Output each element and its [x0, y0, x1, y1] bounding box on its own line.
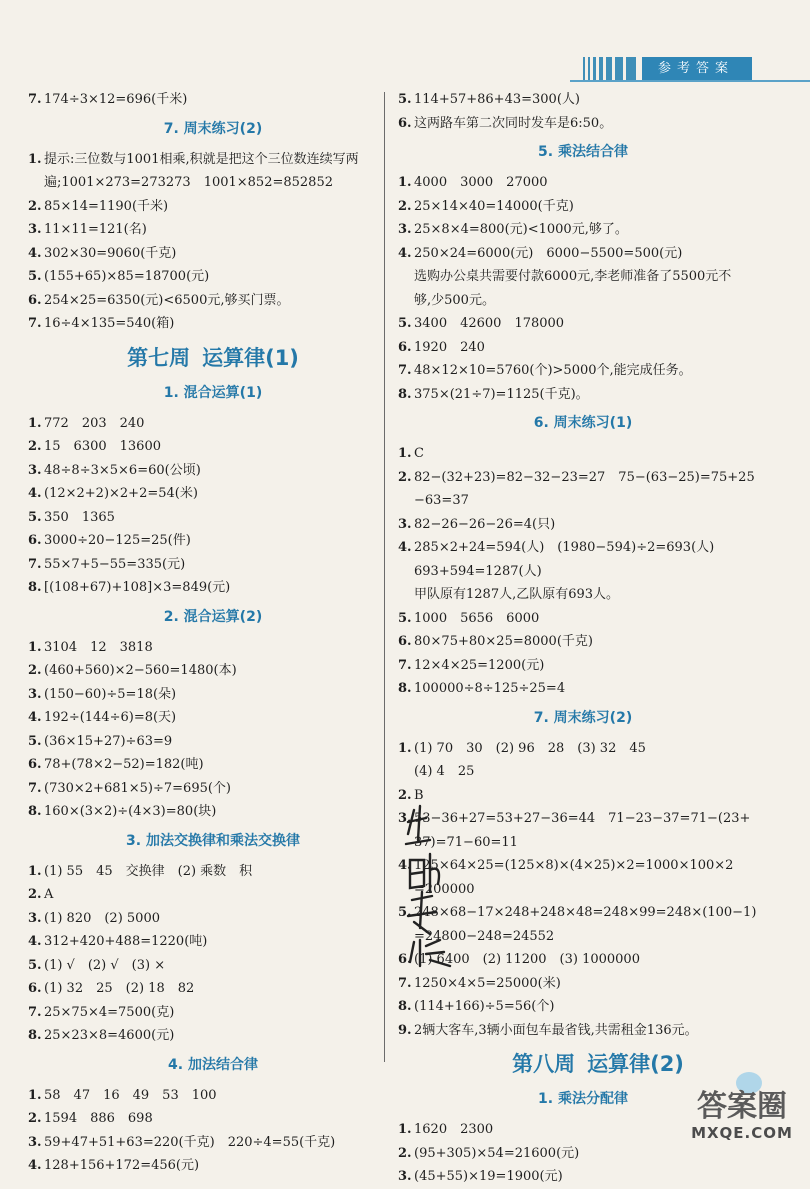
answer-text: 312+420+488=1220(吨): [44, 934, 208, 949]
answer-text: 160×(3×2)÷(4×3)=80(块): [44, 804, 217, 819]
answer-item: [28, 659, 398, 683]
answer-number: 3.: [398, 222, 412, 237]
answer-number: 1.: [398, 446, 412, 461]
answer-item: [28, 800, 398, 824]
answer-item: [28, 860, 398, 884]
answer-item: [28, 553, 398, 577]
answer-text: 25×14×40=14000(千克): [414, 198, 574, 214]
answer-text: (1) 820 (2) 5000: [44, 910, 160, 926]
answer-item: [398, 1165, 768, 1189]
answer-number: 2.: [398, 787, 412, 803]
answer-text: 350 1365: [44, 509, 115, 525]
answer-text: 248×68−17×248+248×48=248×99=248×(100−1): [414, 905, 757, 920]
answer-number: 6.: [28, 533, 42, 548]
answer-text: 提示:三位数与1001相乘,积就是把这个三位数连续写两: [44, 151, 359, 167]
answer-text: (730×2+681×5)÷7=695(个): [44, 780, 232, 796]
section-heading: 1. 乘法分配律: [538, 1091, 628, 1107]
answer-text: 125×64×25=(125×8)×(4×25)×2=1000×100×2: [414, 858, 734, 873]
answer-item: [28, 1107, 398, 1131]
answer-item: [398, 607, 768, 631]
answer-number: 2.: [28, 198, 42, 214]
answer-number: 6.: [398, 339, 412, 355]
answer-number: 6.: [398, 952, 412, 967]
answer-text: 1920 240: [414, 339, 485, 355]
answer-item: [398, 466, 768, 490]
answer-item: [28, 435, 398, 459]
week-heading: [398, 1046, 768, 1082]
answer-item: [398, 630, 768, 654]
answer-item: [398, 171, 768, 195]
answer-text: 11×11=121(名): [44, 222, 147, 237]
answer-text: (45+55)×19=1900(元): [414, 1169, 563, 1184]
answer-item: [28, 730, 398, 754]
answer-text: 772 203 240: [44, 415, 145, 431]
answer-item: [28, 1024, 398, 1048]
answer-number: 4.: [28, 710, 42, 725]
answer-text: 25×23×8=4600(元): [44, 1028, 175, 1043]
answer-number: 8.: [398, 681, 412, 696]
answer-item: [398, 312, 768, 336]
right-column: [398, 88, 768, 1189]
answer-text: 114+57+86+43=300(人): [414, 92, 580, 107]
answer-item: [28, 907, 398, 931]
answer-number: 2.: [28, 663, 42, 678]
answer-item: [398, 677, 768, 701]
answer-text: 82−(32+23)=82−32−23=27 75−(63−25)=75+25: [414, 469, 755, 485]
section-heading: 1. 混合运算(1): [163, 384, 263, 401]
answer-number: 3.: [28, 686, 42, 702]
answer-number: 5.: [28, 509, 42, 525]
answer-number: 4.: [28, 934, 42, 949]
watermark-url: MXQE.COM: [691, 1124, 793, 1142]
answer-item: [398, 737, 768, 761]
answer-number: 8.: [28, 804, 42, 819]
answer-item: [28, 636, 398, 660]
answer-item: [28, 883, 398, 907]
answer-item: [398, 1142, 768, 1166]
left-column: [28, 88, 398, 1178]
answer-item: [28, 1131, 398, 1155]
badge-stripes: [583, 57, 642, 81]
answer-item: [28, 506, 398, 530]
answer-item: [28, 148, 398, 172]
answer-item: [28, 242, 398, 266]
answer-continuation: 693+594=1287(人): [414, 563, 542, 579]
header-rule: [570, 80, 810, 82]
answer-number: 4.: [28, 245, 42, 261]
answer-item: [28, 195, 398, 219]
answer-number: 5.: [398, 905, 412, 920]
answer-number: 6.: [28, 981, 42, 996]
answer-item: [398, 513, 768, 537]
answer-number: 3.: [28, 1134, 42, 1150]
answer-number: 7.: [398, 657, 412, 673]
answer-item: [28, 1084, 398, 1108]
answer-number: 1.: [398, 175, 412, 190]
answer-number: 5.: [398, 316, 412, 331]
answer-item: [398, 442, 768, 466]
answer-text: 78+(78×2−52)=182(吨): [44, 757, 204, 772]
answer-number: 1.: [398, 740, 412, 756]
answer-item: [28, 777, 398, 801]
answer-text: (460+560)×2−560=1480(本): [44, 663, 237, 678]
answer-item: [28, 459, 398, 483]
answer-text: (155+65)×85=18700(元): [44, 269, 210, 284]
answer-item: [398, 995, 768, 1019]
section-heading: 6. 周末练习(1): [533, 415, 633, 431]
answer-text: (95+305)×54=21600(元): [414, 1145, 580, 1161]
answer-number: 5.: [28, 957, 42, 973]
answer-item: [398, 112, 768, 136]
answer-text: 3400 42600 178000: [414, 316, 565, 331]
handwritten-scribble: [400, 800, 470, 970]
answer-item: [398, 242, 768, 266]
answer-item: [28, 412, 398, 436]
answer-text: 59+47+51+63=220(千克) 220÷4=55(千克): [44, 1134, 336, 1150]
answer-number: 8.: [28, 580, 42, 595]
section-heading: 4. 加法结合律: [168, 1056, 258, 1073]
answer-text: 100000÷8÷125÷25=4: [414, 681, 566, 696]
answer-text: (1) 6400 (2) 11200 (3) 1000000: [414, 952, 640, 967]
answer-text: 3104 12 3818: [44, 639, 153, 655]
answer-continuation: 遍;1001×273=273273 1001×852=852852: [44, 175, 333, 190]
answer-text: 2辆大客车,3辆小面包车最省钱,共需租金136元。: [414, 1022, 698, 1038]
answer-number: 5.: [28, 269, 42, 284]
answer-number: 8.: [398, 386, 412, 402]
answer-text: 12×4×25=1200(元): [414, 657, 545, 673]
answer-number: 9.: [398, 1022, 412, 1038]
answer-number: 2.: [28, 1111, 42, 1126]
answer-continuation: (4) 4 25: [414, 764, 475, 779]
answer-item: [28, 706, 398, 730]
week-number: 第七周: [127, 345, 191, 370]
answer-text: (1) √ (2) √ (3) ×: [44, 957, 166, 973]
answer-text: 48×12×10=5760(个)>5000个,能完成任务。: [414, 363, 692, 378]
answer-text: [(108+67)+108]×3=849(元): [44, 580, 231, 595]
answer-number: 1.: [398, 1122, 412, 1137]
section-heading: 7. 周末练习(2): [533, 709, 633, 726]
answer-item: [28, 1154, 398, 1178]
answer-text: 375×(21÷7)=1125(千克)。: [414, 386, 589, 402]
answer-item: [398, 218, 768, 242]
answer-number: 6.: [398, 634, 412, 649]
answer-continuation: =200000: [414, 881, 475, 897]
answer-item: [28, 88, 398, 112]
answer-text: 1000 5656 6000: [414, 610, 540, 626]
answer-text: 25×8×4=800(元)<1000元,够了。: [414, 222, 628, 237]
answer-number: 8.: [28, 1028, 42, 1043]
answer-text: 55×7+5−55=335(元): [44, 556, 186, 572]
answer-item: [28, 312, 398, 336]
answer-item: [28, 576, 398, 600]
answer-number: 3.: [28, 462, 42, 478]
answer-number: 4.: [398, 858, 412, 873]
answer-number: 6.: [28, 757, 42, 772]
answer-number: 7.: [28, 92, 42, 107]
answer-item: [398, 359, 768, 383]
answer-item: [398, 336, 768, 360]
answer-item: [398, 383, 768, 407]
answer-text: 192÷(144÷6)=8(天): [44, 710, 177, 725]
section-heading: 3. 加法交换律和乘法交换律: [126, 832, 300, 849]
answer-item: [398, 1019, 768, 1043]
answer-text: 15 6300 13600: [44, 439, 161, 454]
answer-text: 53−36+27=53+27−36=44 71−23−37=71−(23+: [414, 811, 751, 826]
answer-number: 2.: [28, 439, 42, 454]
watermark: [682, 1090, 802, 1142]
answer-number: 3.: [398, 811, 412, 826]
answer-text: 250×24=6000(元) 6000−5500=500(元): [414, 245, 683, 261]
answer-number: 5.: [398, 92, 412, 107]
answer-item: [398, 536, 768, 560]
answer-text: 3000÷20−125=25(件): [44, 533, 191, 548]
answer-text: C: [414, 446, 424, 461]
answer-text: 254×25=6350(元)<6500元,够买门票。: [44, 292, 290, 308]
answer-item: [28, 930, 398, 954]
answer-number: 7.: [398, 363, 412, 378]
answer-text: (114+166)÷5=56(个): [414, 999, 555, 1014]
answer-number: 1.: [28, 639, 42, 655]
answer-number: 1.: [28, 415, 42, 431]
answer-text: 285×2+24=594(人) (1980−594)÷2=693(人): [414, 540, 715, 555]
week-topic: 运算律(1): [202, 345, 299, 370]
answer-number: 7.: [398, 975, 412, 991]
answer-number: 1.: [28, 863, 42, 879]
answer-text: 302×30=9060(千克): [44, 245, 177, 261]
answer-text: 82−26−26−26=4(只): [414, 516, 556, 532]
answer-text: A: [44, 887, 54, 902]
column-divider: [384, 92, 385, 1062]
answer-number: 5.: [28, 733, 42, 749]
answer-item: [28, 753, 398, 777]
answer-number: 6.: [398, 115, 412, 131]
answer-text: 174÷3×12=696(千米): [44, 92, 188, 107]
answer-item: [28, 482, 398, 506]
answer-number: 7.: [28, 556, 42, 572]
answer-text: 58 47 16 49 53 100: [44, 1087, 217, 1103]
answer-continuation: 选购办公桌共需要付款6000元,李老师准备了5500元不: [414, 269, 732, 284]
answer-text: 80×75+80×25=8000(千克): [414, 634, 593, 649]
answer-text: 25×75×4=7500(克): [44, 1004, 175, 1020]
answer-number: 4.: [398, 540, 412, 555]
answer-item: [28, 289, 398, 313]
answer-number: 3.: [398, 1169, 412, 1184]
answer-number: 3.: [398, 516, 412, 532]
answer-item: [28, 1001, 398, 1025]
answer-number: 7.: [28, 1004, 42, 1020]
answer-text: (150−60)÷5=18(朵): [44, 686, 177, 702]
answer-item: [398, 972, 768, 996]
answer-text: 4000 3000 27000: [414, 175, 548, 190]
answer-text: (36×15+27)÷63=9: [44, 733, 173, 749]
answer-key-badge: [583, 57, 752, 81]
answer-text: (1) 55 45 交换律 (2) 乘数 积: [44, 863, 253, 879]
answer-number: 2.: [398, 469, 412, 485]
answer-number: 2.: [398, 1145, 412, 1161]
answer-number: 4.: [398, 245, 412, 261]
answer-text: 16÷4×135=540(箱): [44, 316, 175, 331]
answer-number: 7.: [28, 316, 42, 331]
answer-continuation: =24800−248=24552: [414, 928, 555, 944]
answer-number: 8.: [398, 999, 412, 1014]
answer-continuation: 37)=71−60=11: [414, 834, 518, 850]
answer-item: [28, 265, 398, 289]
answer-item: [28, 529, 398, 553]
week-topic: 运算律(2): [587, 1052, 684, 1076]
answer-item: [398, 88, 768, 112]
answer-text: 1250×4×5=25000(米): [414, 975, 561, 991]
answer-text: 48÷8÷3×5×6=60(公顷): [44, 462, 201, 478]
answer-text: 85×14=1190(千米): [44, 198, 169, 214]
answer-text: (1) 32 25 (2) 18 82: [44, 981, 195, 996]
answer-item: [28, 977, 398, 1001]
answer-number: 4.: [28, 486, 42, 501]
answer-text: 1594 886 698: [44, 1111, 153, 1126]
answer-continuation: 甲队原有1287人,乙队原有693人。: [414, 587, 620, 602]
answer-number: 6.: [28, 292, 42, 308]
answer-number: 3.: [28, 222, 42, 237]
section-heading: 2. 混合运算(2): [163, 608, 263, 625]
watermark-logo: 答案圈: [697, 1089, 787, 1124]
answer-item: [28, 218, 398, 242]
answer-text: (1) 70 30 (2) 96 28 (3) 32 45: [414, 740, 646, 756]
answer-key-label: 参考答案: [642, 57, 752, 81]
answer-number: 7.: [28, 780, 42, 796]
answer-number: 2.: [28, 887, 42, 902]
answer-text: 128+156+172=456(元): [44, 1158, 200, 1173]
answer-text: 1620 2300: [414, 1122, 494, 1137]
answer-item: [28, 954, 398, 978]
answer-continuation: −63=37: [414, 493, 469, 508]
answer-text: (12×2+2)×2+2=54(米): [44, 486, 198, 501]
week-number: 第八周: [512, 1052, 576, 1076]
section-heading: 7. 周末练习(2): [163, 120, 263, 137]
answer-item: [28, 683, 398, 707]
answer-item: [398, 654, 768, 678]
answer-number: 2.: [398, 198, 412, 214]
answer-text: 这两路车第二次同时发车是6:50。: [414, 115, 613, 131]
answer-number: 3.: [28, 910, 42, 926]
answer-text: B: [414, 787, 424, 803]
answer-number: 4.: [28, 1158, 42, 1173]
section-heading: 5. 乘法结合律: [538, 144, 628, 160]
answer-continuation: 够,少500元。: [414, 292, 495, 308]
week-heading: [28, 340, 398, 376]
answer-number: 5.: [398, 610, 412, 626]
answer-number: 1.: [28, 1087, 42, 1103]
answer-number: 1.: [28, 151, 42, 167]
answer-item: [398, 195, 768, 219]
